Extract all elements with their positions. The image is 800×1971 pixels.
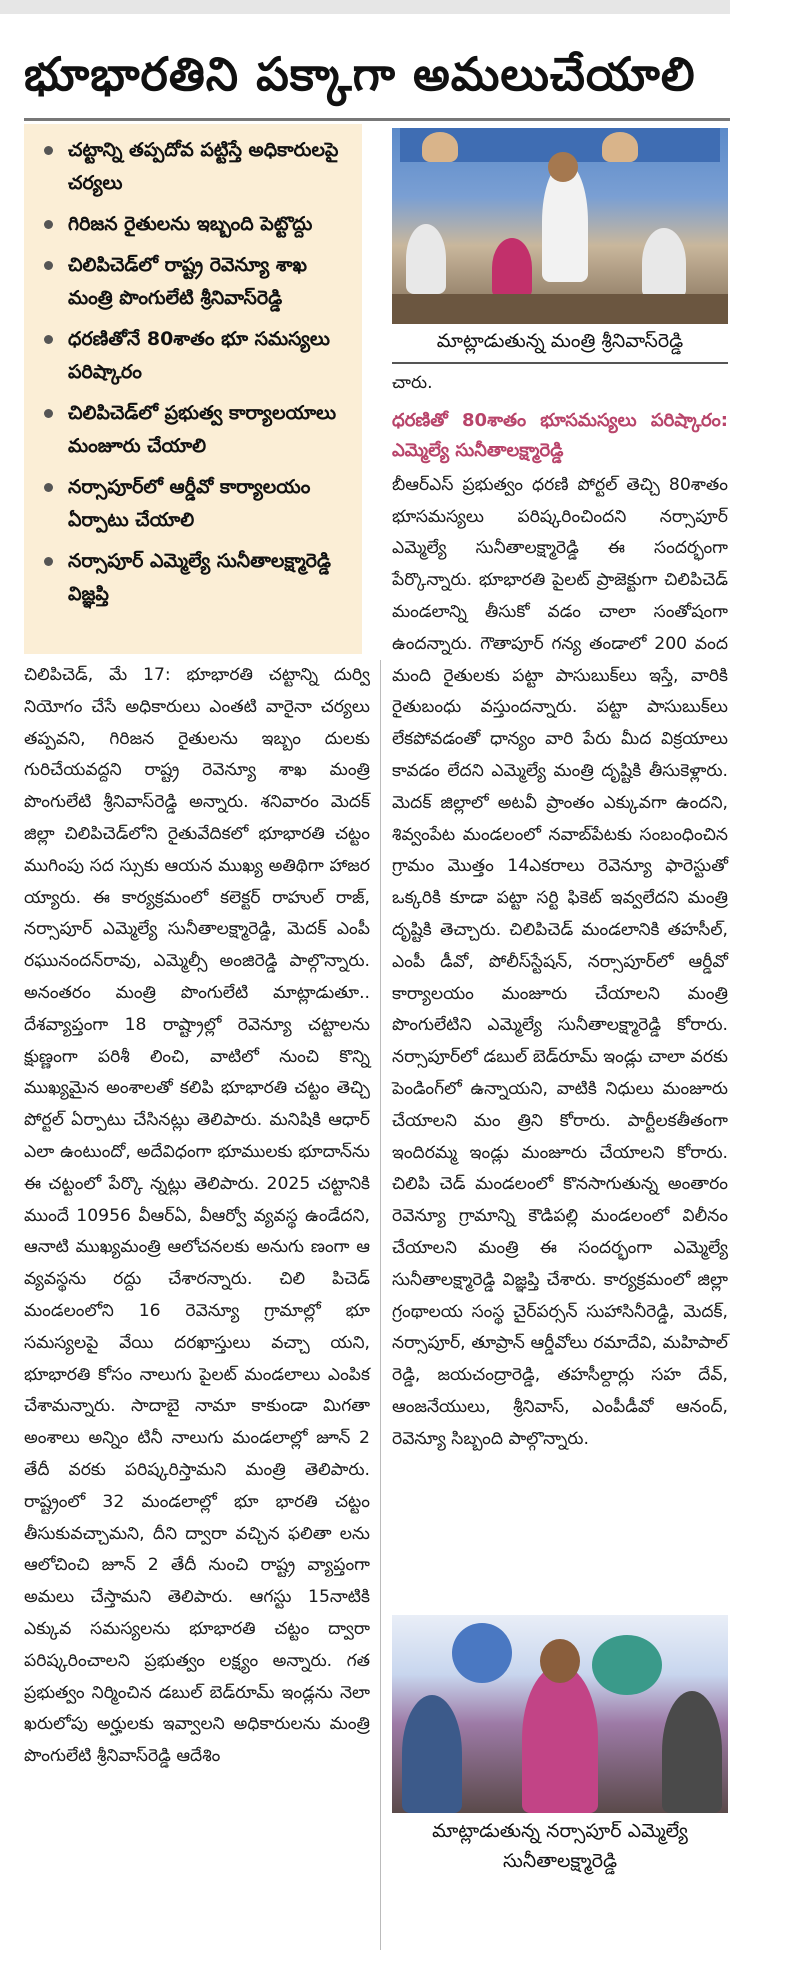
bullet-icon — [44, 557, 53, 566]
logo-circle — [452, 1623, 512, 1683]
highlight-item — [34, 134, 352, 200]
headline-rule — [24, 118, 730, 121]
seated-figure — [406, 224, 446, 294]
highlight-text: చట్టాన్ని తప్పదోవ పట్టిస్తే అధికారులపై చర్యలు — [68, 139, 339, 194]
speaker-head — [548, 152, 578, 182]
article-body-right: బీఆర్‌ఎస్ ప్రభుత్వం ధరణి పోర్టల్ తెచ్చి 80శాతం భూసమస్యలు పరిష్కరించిందని నర్సాపూర్ ఎమ్మెల్యే సునీతాలక్ష్మారెడ్డి ఈ సందర్భంగా పేర్కొన్నారు. భూభారతి పైలట్ ప్రాజెక్టుగా చిలిపిచెడ్ మండలాన్ని తీసుకో వడం చాలా సంతోషంగా ఉందన్నారు. గౌతాపూర్ గన్య తండాలో 200 వంద మంది రైతులకు పట్టా పాసుబుక్‌లు ఇస్తే, వారికి రైతుబంధు వస్తుందన్నారు. పట్టా పాసుబుక్‌లు లేకపోవడంతో ధాన్యం వారి పేరు మీద విక్రయాలు కావడం లేదని ఎమ్మెల్యే మంత్రి దృష్టికి తీసుకెళ్లారు. మెదక్ జిల్లాలో అటవీ ప్రాంతం ఎక్కువగా ఉందని, శివ్వంపేట మండలంలో నవాబ్‌పేటకు సంబంధించిన గ్రామం మొత్తం 14ఎకరాలు రెవెన్యూ ఫారెస్టుతో ఒక్కరికి కూడా పట్టా సర్టి ఫికెట్ ఇవ్వలేదని మంత్రి దృష్టికి తెచ్చారు. చిలిపిచెడ్ మండలానికి తహసీల్, ఎంపీ డీవో, పోలీస్‌స్టేషన్, నర్సాపూర్‌లో ఆర్డీవో కార్యాలయం మంజూరు చేయాలని మంత్రి పొంగులేటిని ఎమ్మెల్యే సునీతాలక్ష్మారెడ్డి కోరారు. నర్సాపూర్‌లో డబుల్ బెడ్‌రూమ్ ఇండ్లు చాలా వరకు పెండింగ్‌లో ఉన్నాయని, వాటికి నిధులు మంజూరు చేయాలని మం త్రిని కోరారు. పార్టీలకతీతంగా ఇందిరమ్మ ఇండ్లు మంజూరు చేయాలని కోరారు. చిలిపి చెడ్ మండలంలో కొనసాగుతున్న అంతారం రెవెన్యూ గ్రామాన్ని కౌడిపల్లి మండలంలో విలీనం చేయాలని మంత్రి ఈ సందర్భంగా ఎమ్మెల్యే సునీతాలక్ష్మారెడ్డి విజ్ఞప్తి చేశారు. కార్యక్రమంలో జిల్లా గ్రంథాలయ సంస్థ చైర్‌పర్సన్ సుహాసినీరెడ్డి, మెదక్, నర్సాపూర్, తూప్రాన్ ఆర్డీవోలు రమాదేవి, మహిపాల్ రెడ్డి, జయచంద్రారెడ్డి, తహసీల్దార్లు సహ దేవ్, ఆంజనేయులు, శ్రీనివాస్, ఎంపీడీవో ఆనంద్, రెవెన్యూ సిబ్బంది పాల్గొన్నారు. — [392, 474, 728, 1449]
headline: భూభారతిని పక్కాగా అమలుచేయాలి — [24, 47, 696, 101]
article-continuation: చారు. — [392, 373, 433, 393]
highlight-item — [34, 545, 352, 611]
speaker-figure — [522, 1665, 598, 1813]
photo1-caption: మాట్లాడుతున్న మంత్రి శ్రీనివాస్‌రెడ్డి — [392, 326, 728, 364]
standing-figure — [662, 1691, 722, 1813]
seated-figure — [642, 228, 686, 298]
bullet-icon — [44, 220, 53, 229]
highlight-item — [34, 249, 352, 315]
seated-figure — [492, 238, 532, 298]
table-shape — [392, 294, 728, 324]
bullet-icon — [44, 335, 53, 344]
banner-face — [602, 132, 638, 162]
highlight-text: చిలిపిచెడ్‌లో ప్రభుత్వ కార్యాలయాలు మంజూరు చేయాలి — [68, 402, 337, 457]
article-body-left: చిలిపిచెడ్, మే 17: భూభారతి చట్టాన్ని దుర్వి నియోగం చేసే అధికారులు ఎంతటి వారైనా చర్యలు తప్పవని, గిరిజన రైతులను ఇబ్బం దులకు గురిచేయవద్దని రాష్ట్ర రెవెన్యూ శాఖ మంత్రి పొంగులేటి శ్రీనివాస్‌రెడ్డి అన్నారు. శనివారం మెదక్ జిల్లా చిలిపిచెడ్‌లోని రైతువేదికలో భూభారతి చట్టం ముగింపు సద స్సుకు ఆయన ముఖ్య అతిథిగా హాజర య్యారు. ఈ కార్యక్రమంలో కలెక్టర్ రాహుల్ రాజ్, నర్సాపూర్ ఎమ్మెల్యే సునీతాలక్ష్మారెడ్డి, మెదక్ ఎంపీ రఘునందన్‌రావు, ఎమ్మెల్సీ అంజిరెడ్డి పాల్గొన్నారు. అనంతరం మంత్రి పొంగులేటి మాట్లాడుతూ.. దేశవ్యాప్తంగా 18 రాష్ట్రాల్లో రెవెన్యూ చట్టాలను క్షుణ్ణంగా పరిశీ లించి, వాటిలో నుంచి కొన్ని ముఖ్యమైన అంశాలతో కలిపి భూభారతి చట్టం తెచ్చి పోర్టల్ ఏర్పాటు చేసినట్లు తెలిపారు. మనిషికి ఆధార్ ఎలా ఉంటుందో, అదేవిధంగా భూములకు భూదాన్‌ను ఈ చట్టంలో పేర్కొ న్నట్లు తెలిపారు. 2025 చట్టానికి ముందే 10956 వీఆర్‌ఏ, వీఆర్వో వ్యవస్థ ఉండేదని, ఆనాటి ముఖ్యమంత్రి ఆలోచనలకు అనుగు ణంగా ఆ వ్యవస్థను రద్దు చేశారన్నారు. చిలి పిచెడ్ మండలంలోని 16 రెవెన్యూ గ్రామాల్లో భూ సమస్యలపై వేయి దరఖాస్తులు వచ్చా యని, భూభారతి కోసం నాలుగు పైలట్ మండలాలు ఎంపిక చేశామన్నారు. సాదాబై నామా కాకుండా మిగతా అంశాలు అన్నిం టినీ నాలుగు మండలాల్లో జూన్ 2 తేదీ వరకు పరిష్కరిస్తామని మంత్రి తెలిపారు. రాష్ట్రంలో 32 మండలాల్లో భూ భారతి చట్టం తీసుకువచ్చామని, దీని ద్వారా వచ్చిన ఫలితా లను ఆలోచించి జూన్ 2 తేదీ నుంచి రాష్ట్ర వ్యాప్తంగా అమలు చేస్తామని తెలిపారు. ఆగస్టు 15నాటికి ఎక్కువ సమస్యలను భూభారతి చట్టం ద్వారా పరిష్కరించాలని ప్రభుత్వం లక్ష్యం అన్నారు. గత ప్రభుత్వం నిర్మించిన డబుల్ బెడ్‌రూమ్ ఇండ్లను నెలా ఖరులోపు అర్హులకు ఇవ్వాలని అధికారులను మంత్రి పొంగులేటి శ్రీనివాస్‌రెడ్డి ఆదేశిం — [24, 665, 370, 1767]
minister-photo — [392, 128, 728, 324]
column-divider — [380, 660, 381, 1950]
highlight-item — [34, 208, 352, 241]
photo2-caption: మాట్లాడుతున్న నర్సాపూర్ ఎమ్మెల్యే సునీతాలక్ష్మారెడ్డి — [432, 1820, 688, 1872]
bullet-icon — [44, 261, 53, 270]
highlight-item — [34, 323, 352, 389]
logo-circle — [592, 1635, 662, 1695]
subheading: ధరణితో 80శాతం భూసమస్యలు పరిష్కారం: ఎమ్మెల్యే సునీతాలక్ష్మారెడ్డి — [392, 409, 728, 461]
bullet-icon — [44, 483, 53, 492]
highlight-text: చిలిపిచెడ్‌లో రాష్ట్ర రెవెన్యూ శాఖ మంత్రి పొంగులేటి శ్రీనివాస్‌రెడ్డి — [68, 254, 307, 309]
highlight-text: నర్సాపూర్‌లో ఆర్డీవో కార్యాలయం ఏర్పాటు చేయాలి — [68, 476, 311, 531]
top-border — [0, 0, 730, 14]
highlight-item — [34, 397, 352, 463]
standing-figure — [402, 1695, 462, 1813]
banner-face — [422, 132, 458, 162]
bullet-icon — [44, 409, 53, 418]
bullet-icon — [44, 146, 53, 155]
speaker-head — [540, 1639, 580, 1683]
highlight-text: ధరణితోనే 80శాతం భూ సమస్యలు పరిష్కారం — [68, 328, 330, 383]
highlights-box — [24, 124, 362, 654]
highlight-text: నర్సాపూర్ ఎమ్మెల్యే సునీతాలక్ష్మారెడ్డి విజ్ఞప్తి — [68, 550, 331, 605]
right-column — [392, 368, 728, 1456]
highlight-item — [34, 471, 352, 537]
left-column — [24, 660, 370, 1773]
highlight-text: గిరిజన రైతులను ఇబ్బంది పెట్టొద్దు — [68, 213, 313, 235]
mla-photo — [392, 1615, 728, 1813]
